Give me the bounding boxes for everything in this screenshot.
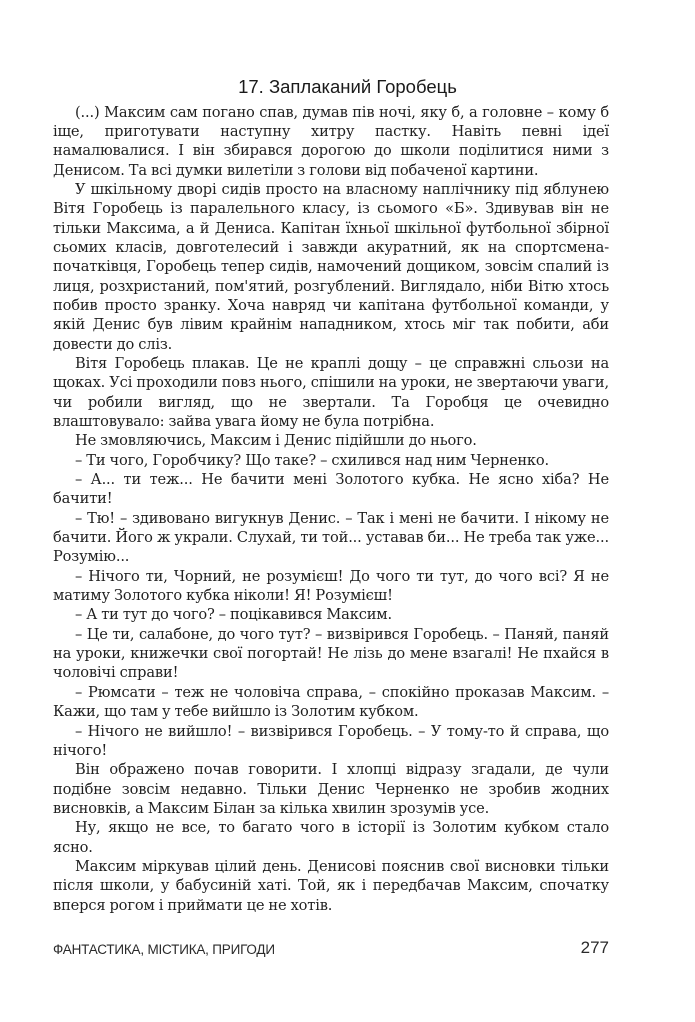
dialogue-line: – Це ти, салабоне, до чого тут? – визвірився Горобець. – Паняй, паняй на уроки, книжечки свої погортай! Не лізь до мене взагалі! Не пхайся в чоловічі справи! — [53, 625, 609, 682]
dialogue-line: – Нічого не вийшло! – визвірився Горобець. – У тому-то й справа, що нічого! — [53, 722, 609, 759]
chapter-title: 17. Заплаканий Горобець — [238, 76, 457, 97]
paragraph: Максим міркував цілий день. Денисові пояснив свої висновки тільки після школи, у бабусиній хаті. Той, як і передбачав Максим, спочатку вперся рогом і приймати це не хотів. — [53, 857, 609, 914]
dialogue-line: – Рюмсати – теж не чоловіча справа, – спокійно проказав Максим. – Кажи, що там у тебе вийшло із Золотим кубком. — [53, 683, 609, 721]
dialogue-line: – А ти тут до чого? – поцікавився Максим. — [75, 606, 392, 624]
dialogue-line: – А... ти теж... Не бачити мені Золотого кубка. Не ясно хіба? Не бачити! — [53, 471, 609, 508]
chapter-body — [53, 103, 609, 915]
paragraph: Не змовляючись, Максим і Денис підійшли до нього. — [75, 432, 477, 450]
paragraph: (...) Максим сам погано спав, думав пів ночі, яку б, а головне – кому б іще, приготувати наступну хитру пастку. Навіть певні ідеї намалювалися. І він збирався дорогою до школи поділитися ними з Денисом. Та всі думки вилетіли з голови від побаченої картини. — [53, 103, 609, 179]
running-footer-section: ФАНТАСТИКА, МІСТИКА, ПРИГОДИ — [53, 942, 275, 957]
page-number: 277 — [580, 938, 609, 957]
paragraph: Вітя Горобець плакав. Це не краплі дощу – це справжні сльози на щоках. Усі проходили повз нього, спішили на уроки, не звертаючи уваги, чи робили вигляд, що не звертали. Та Горобця це очевидно влаштовувало: зайва увага йому не була потрібна. — [53, 354, 609, 430]
paragraph: У шкільному дворі сидів просто на власному наплічнику під яблунею Вітя Горобець із паралельного класу, із сьомого «Б». Здивував він не тільки Максима, а й Дениса. Капітан їхньої шкільної футбольної збірної сьомих класів, довготелесий і завжди акуратний, як на спортсмена-початківця, Горобець тепер сидів, намочений дощиком, зовсім спалий із лиця, розхристаний, пом'ятий, розгублений. Виглядало, ніби Вітю хтось побив просто зранку. Хоча навряд чи капітана футбольної команди, у якій Денис був лівим крайнім нападником, хтось міг так побити, аби довести до сліз. — [53, 180, 609, 353]
paragraph: Ну, якщо не все, то багато чого в історії із Золотим кубком стало ясно. — [53, 819, 609, 856]
dialogue-line: – Нічого ти, Чорний, не розумієш! До чого ти тут, до чого всі? Я не матиму Золотого кубка ніколи! Я! Розумієш! — [53, 567, 609, 605]
dialogue-line: – Ти чого, Горобчику? Що таке? – схилився над ним Черненко. — [75, 451, 550, 469]
paragraph: Він ображено почав говорити. І хлопці відразу згадали, де чули подібне зовсім недавно. Тільки Денис Черненко не зробив жодних висновків, а Максим Білан за кілька хвилин зрозумів усе. — [53, 761, 609, 817]
page-footer — [53, 938, 609, 966]
dialogue-line: – Тю! – здивовано вигукнув Денис. – Так і мені не бачити. І нікому не бачити. Його ж украли. Слухай, ти той... уставав би... Не треба так уже... Розумію... — [53, 509, 609, 566]
